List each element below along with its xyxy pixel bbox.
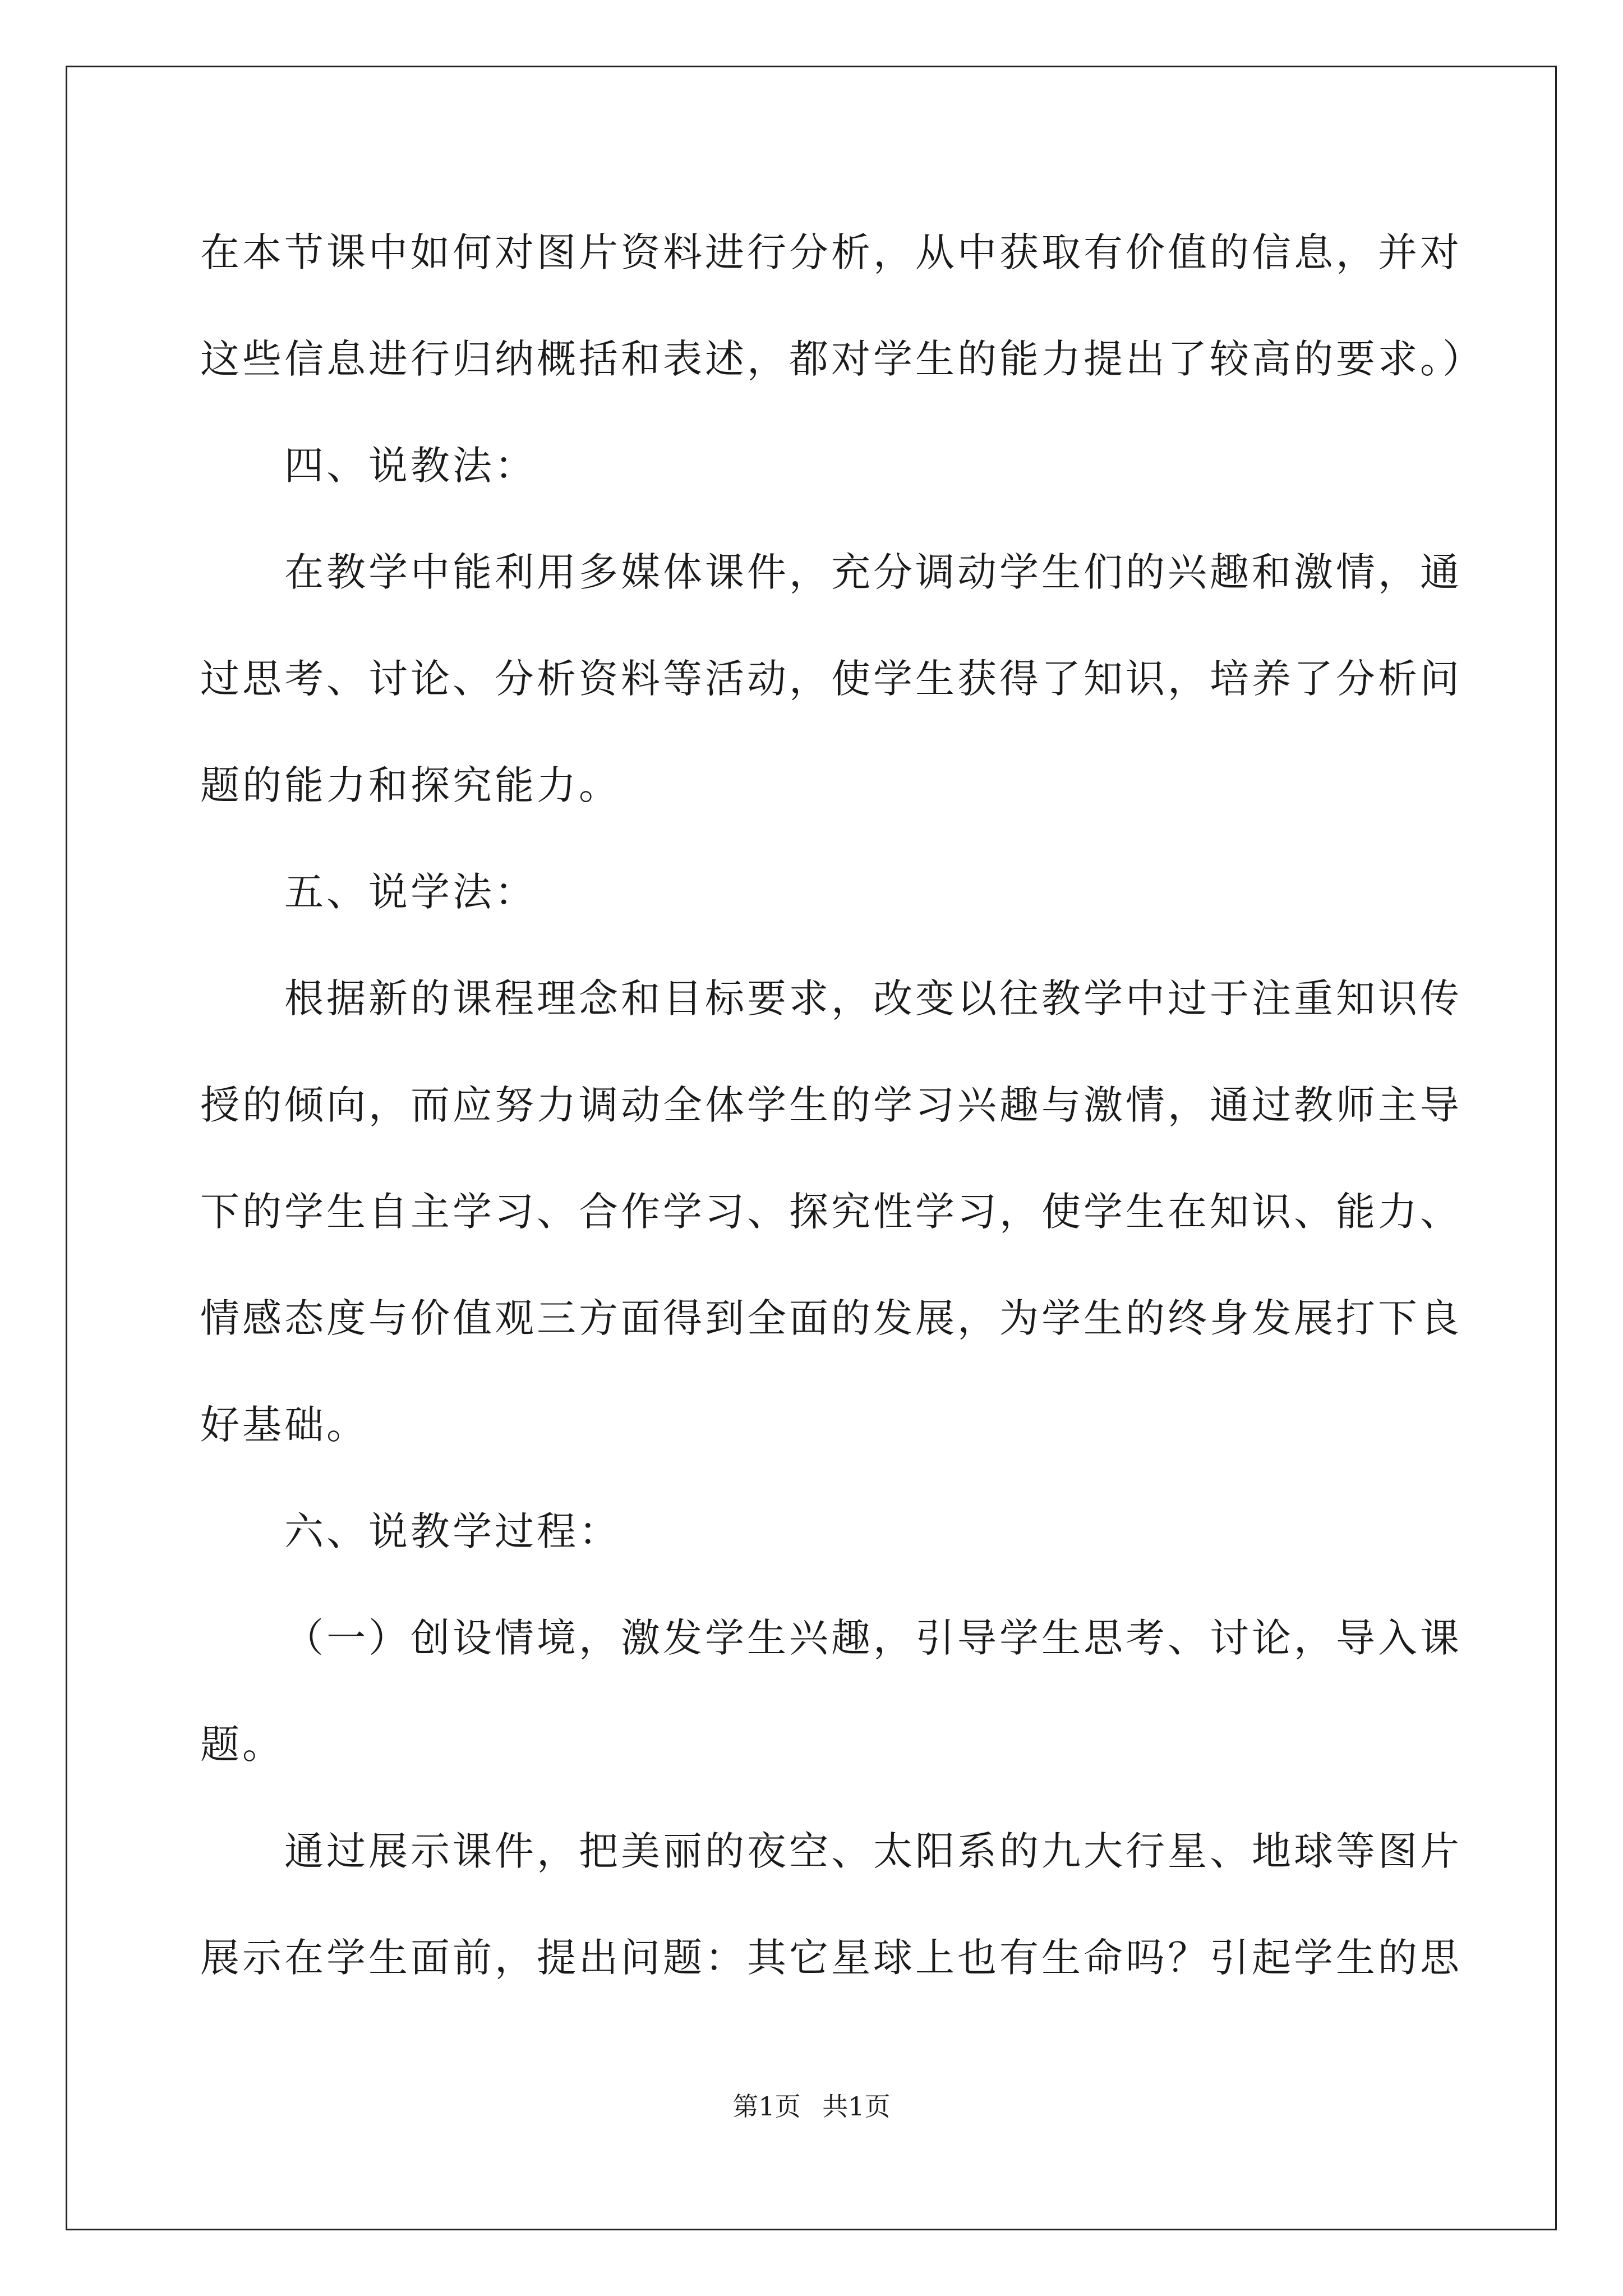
text-line-15: 题。 <box>200 1722 284 1768</box>
text-line-11: 情感态度与价值观三方面得到全面的发展，为学生的终身发展打下良 <box>200 1295 1462 1341</box>
text-line-12: 好基础。 <box>200 1402 368 1448</box>
text-line-8: 根据新的课程理念和目标要求，改变以往教学中过于注重知识传 <box>284 976 1462 1022</box>
document-body <box>200 219 1484 2031</box>
text-line-17: 展示在学生面前，提出问题：其它星球上也有生命吗？引起学生的思 <box>200 1935 1462 1981</box>
text-line-4: 在教学中能利用多媒体课件，充分调动学生们的兴趣和激情，通 <box>284 549 1462 595</box>
page-footer: 第1页 共1页 <box>732 2091 891 2122</box>
text-line-2: 这些信息进行归纳概括和表述，都对学生的能力提出了较高的要求。） <box>200 336 1484 382</box>
section-heading-teaching-process: 六、说教学过程： <box>284 1508 621 1554</box>
text-line-6: 题的能力和探究能力。 <box>200 762 621 808</box>
text-line-10: 下的学生自主学习、合作学习、探究性学习，使学生在知识、能力、 <box>200 1189 1462 1235</box>
section-heading-learning-methods: 五、说学法： <box>284 869 537 915</box>
text-line-9: 授的倾向，而应努力调动全体学生的学习兴趣与激情，通过教师主导 <box>200 1082 1462 1128</box>
text-line-1: 在本节课中如何对图片资料进行分析，从中获取有价值的信息，并对 <box>200 229 1462 275</box>
text-line-5: 过思考、讨论、分析资料等活动，使学生获得了知识，培养了分析问 <box>200 656 1462 702</box>
section-heading-teaching-methods: 四、说教法： <box>284 443 537 489</box>
text-line-16: 通过展示课件，把美丽的夜空、太阳系的九大行星、地球等图片 <box>284 1828 1462 1874</box>
subsection-heading-1: （一）创设情境，激发学生兴趣，引导学生思考、讨论，导入课 <box>284 1615 1462 1661</box>
